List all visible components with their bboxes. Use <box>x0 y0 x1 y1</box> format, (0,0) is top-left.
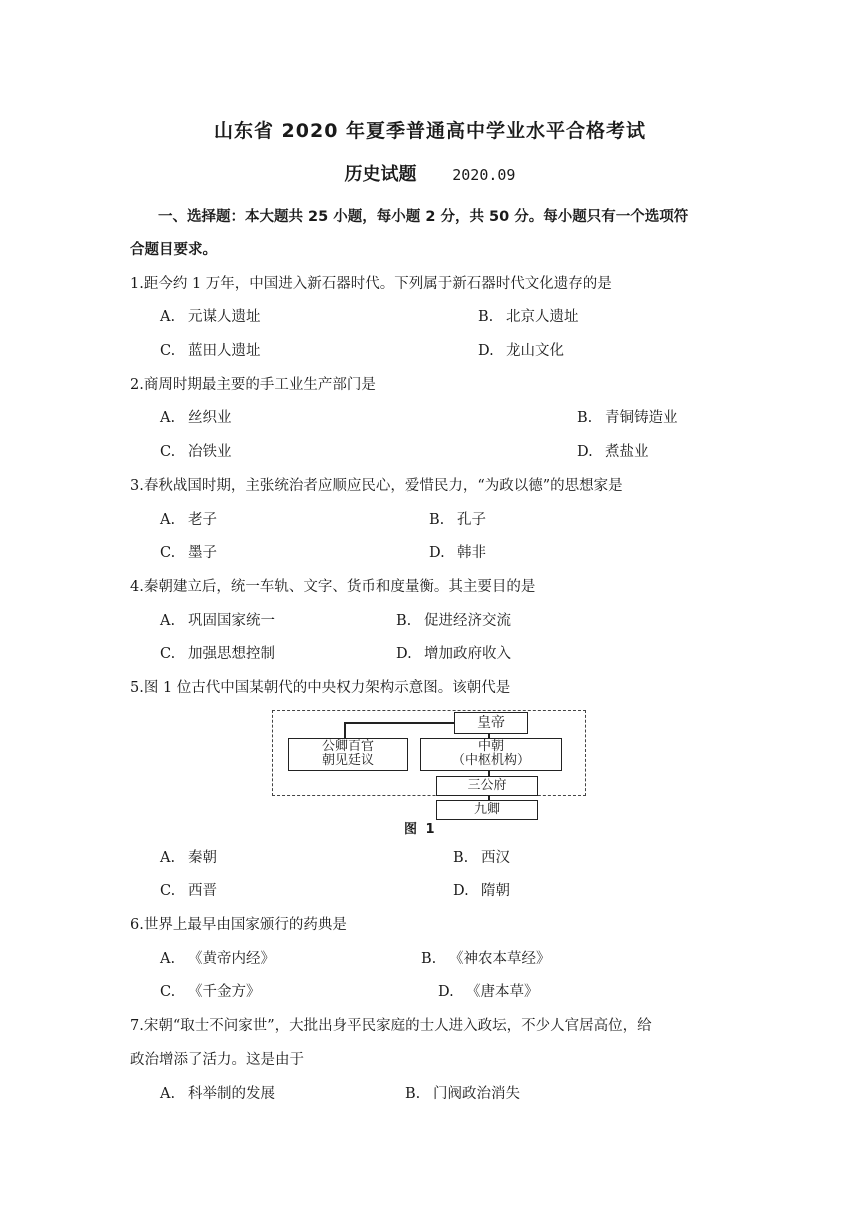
option-b <box>405 1082 520 1103</box>
exam-date: 2020.09 <box>452 166 516 184</box>
connector-line <box>344 722 346 738</box>
option-letter: C. <box>160 883 176 899</box>
option-letter: C. <box>160 343 176 359</box>
option-letter: A. <box>160 613 176 629</box>
option-b <box>577 406 678 427</box>
officials-box <box>288 738 408 771</box>
option-text: 《唐本草》 <box>466 984 539 1000</box>
inner-court-line-1: 中朝 <box>477 739 504 754</box>
power-structure-diagram <box>272 706 588 837</box>
option-text: 西汉 <box>481 850 510 866</box>
option-text: 蓝田人遗址 <box>188 343 261 359</box>
figure-caption: 图 1 <box>404 822 437 837</box>
question-stem: 6.世界上最早由国家颁行的药典是 <box>130 917 347 933</box>
question-stem: 1.距今约 1 万年，中国进入新石器时代。下列属于新石器时代文化遗存的是 <box>130 276 612 292</box>
officials-line-2: 朝见廷议 <box>321 753 374 768</box>
inner-court-line-2: （中枢机构） <box>451 753 530 768</box>
option-a <box>160 609 275 630</box>
exam-title: 山东省 2020 年夏季普通高中学业水平合格考试 <box>213 120 647 142</box>
option-text: 北京人遗址 <box>506 309 579 325</box>
subject-label: 历史试题 <box>344 164 417 185</box>
option-letter: B. <box>453 850 469 866</box>
option-letter: B. <box>421 951 437 967</box>
option-c <box>160 980 261 1001</box>
option-letter: A. <box>160 512 176 528</box>
nine-ministers-box: 九卿 <box>436 800 538 820</box>
question-stem: 5.图 1 位古代中国某朝代的中央权力架构示意图。该朝代是 <box>130 680 511 696</box>
option-text: 《神农本草经》 <box>449 951 551 967</box>
option-letter: A. <box>160 951 176 967</box>
option-text: 老子 <box>188 512 217 528</box>
option-b <box>478 305 579 326</box>
option-d <box>577 440 649 461</box>
option-text: 秦朝 <box>188 850 217 866</box>
option-letter: D. <box>396 646 412 662</box>
option-d <box>453 879 510 900</box>
option-letter: B. <box>429 512 445 528</box>
option-c <box>160 642 275 663</box>
option-text: 加强思想控制 <box>188 646 275 662</box>
option-text: 增加政府收入 <box>424 646 511 662</box>
question-stem: 2.商周时期最主要的手工业生产部门是 <box>130 377 376 393</box>
option-letter: B. <box>396 613 412 629</box>
question-stem: 7.宋朝“取士不问家世”，大批出身平民家庭的士人进入政坛，不少人官居高位，给 <box>130 1018 652 1034</box>
option-letter: D. <box>438 984 454 1000</box>
option-a <box>160 406 232 427</box>
option-text: 《黄帝内经》 <box>188 951 275 967</box>
question-stem: 4.秦朝建立后，统一车轨、文字、货币和度量衡。其主要目的是 <box>130 579 536 595</box>
emperor-box: 皇帝 <box>454 712 528 734</box>
option-text: 孔子 <box>457 512 486 528</box>
option-letter: D. <box>478 343 494 359</box>
option-letter: D. <box>453 883 469 899</box>
option-c <box>160 440 232 461</box>
option-b <box>429 508 486 529</box>
option-letter: B. <box>478 309 494 325</box>
inner-court-box <box>420 738 562 771</box>
option-a <box>160 947 275 968</box>
option-text: 韩非 <box>457 545 486 561</box>
option-letter: B. <box>405 1086 421 1102</box>
option-letter: D. <box>429 545 445 561</box>
officials-line-1: 公卿百官 <box>321 739 374 754</box>
option-a <box>160 508 217 529</box>
option-text: 龙山文化 <box>506 343 564 359</box>
option-letter: A. <box>160 850 176 866</box>
option-text: 西晋 <box>188 883 217 899</box>
option-letter: C. <box>160 444 176 460</box>
option-a <box>160 305 261 326</box>
section-instructions-line-1: 一、选择题：本大题共 25 小题，每小题 2 分，共 50 分。每小题只有一个选项符 <box>158 209 689 225</box>
option-letter: C. <box>160 545 176 561</box>
option-letter: A. <box>160 309 176 325</box>
option-b <box>396 609 511 630</box>
option-c <box>160 339 261 360</box>
connector-line <box>344 722 454 724</box>
option-text: 巩固国家统一 <box>188 613 275 629</box>
option-text: 青铜铸造业 <box>605 410 678 426</box>
three-lords-box: 三公府 <box>436 776 538 796</box>
option-text: 门阀政治消失 <box>433 1086 520 1102</box>
option-d <box>429 541 486 562</box>
option-text: 丝织业 <box>188 410 232 426</box>
option-text: 隋朝 <box>481 883 510 899</box>
section-instructions-line-2: 合题目要求。 <box>130 242 217 258</box>
option-text: 冶铁业 <box>188 444 232 460</box>
exam-subtitle <box>0 160 860 186</box>
option-b <box>453 846 510 867</box>
option-c <box>160 879 217 900</box>
option-d <box>438 980 539 1001</box>
option-d <box>478 339 564 360</box>
option-letter: C. <box>160 984 176 1000</box>
option-text: 元谋人遗址 <box>188 309 261 325</box>
option-a <box>160 846 217 867</box>
option-b <box>421 947 551 968</box>
option-text: 墨子 <box>188 545 217 561</box>
option-letter: D. <box>577 444 593 460</box>
option-c <box>160 541 217 562</box>
question-stem-continued: 政治增添了活力。这是由于 <box>130 1052 304 1068</box>
option-text: 煮盐业 <box>605 444 649 460</box>
question-stem: 3.春秋战国时期，主张统治者应顺应民心，爱惜民力，“为政以德”的思想家是 <box>130 478 623 494</box>
option-letter: B. <box>577 410 593 426</box>
option-text: 《千金方》 <box>188 984 261 1000</box>
option-text: 科举制的发展 <box>188 1086 275 1102</box>
option-text: 促进经济交流 <box>424 613 511 629</box>
option-a <box>160 1082 275 1103</box>
option-letter: A. <box>160 1086 176 1102</box>
option-letter: A. <box>160 410 176 426</box>
option-letter: C. <box>160 646 176 662</box>
option-d <box>396 642 511 663</box>
